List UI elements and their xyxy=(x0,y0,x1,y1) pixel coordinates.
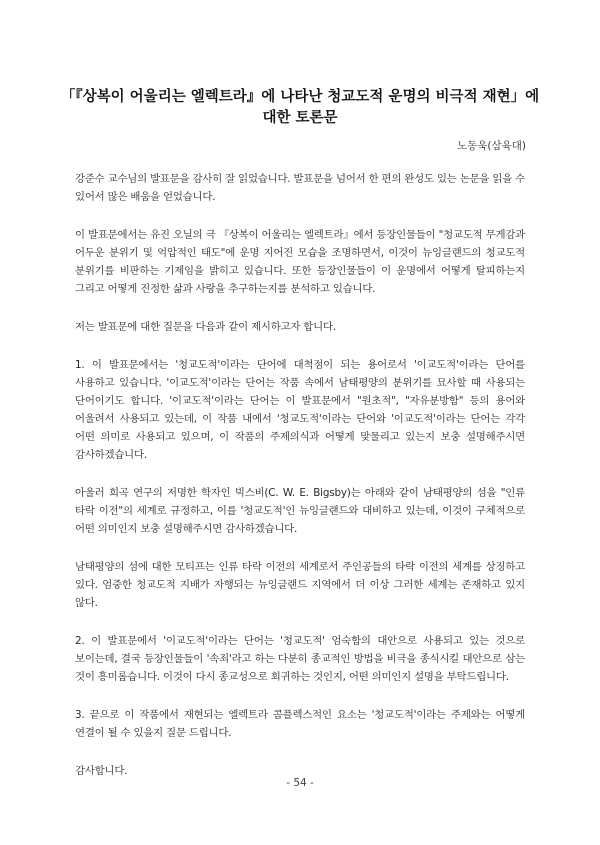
paragraph-question-3: 3. 끝으로 이 작품에서 재현되는 엘렉트라 콤플렉스적인 요소는 '청교도적'이라는 주제와는 어떻게 연결이 될 수 있을지 질문 드립니다. xyxy=(75,709,525,739)
document-title: 「『상복이 어울리는 엘렉트라』에 나타난 청교도적 운명의 비극적 재현」에 대한 토론문 xyxy=(60,88,540,126)
author-affiliation: 노동욱(삼육대) xyxy=(456,140,526,152)
paragraph-bigsby: 아울러 희곡 연구의 저명한 학자인 빅스비(C. W. E. Bigsby)는 아래와 같이 남태평양의 섬을 "인류 타락 이전"의 세계로 규정하고, 이를 '청교도적'인 뉴잉글랜드와 대비하고 있는데, 이것이 구체적으로 어떤 의미인지 보충 설명해주시면 감사하겠습니다. xyxy=(75,487,525,535)
paragraph-quote: 남태평양의 섬에 대한 모티프는 인류 타락 이전의 세계로서 주인공들의 타락 이전의 세계를 상징하고 있다. 엄중한 청교도적 지배가 자행되는 뉴잉글랜드 지역에서 더 이상 그러한 세계는 존재하고 있지 않다. xyxy=(75,561,525,609)
paragraph-summary: 이 발표문에서는 유진 오닐의 극 『상복이 어울리는 엘렉트라』에서 등장인물들이 "청교도적 무게감과 어두운 분위기 및 억압적인 태도"에 운명 지어진 모습을 조명하면서, 이것이 뉴잉글랜드의 청교도적 분위기를 비판하는 기제임을 밝히고 있습니다. 또한 등장인물들이 이 운명에서 어떻게 탈피하는지 그리고 어떻게 진정한 삶과 사랑을 추구하는지를 분석하고 있습니다. xyxy=(75,229,525,295)
paragraph-question-2: 2. 이 발표문에서 '이교도적'이라는 단어는 '청교도적' 엄숙함의 대안으로 사용되고 있는 것으로 보이는데, 결국 등장인물들이 '속죄'라고 하는 다분히 종교적인 방법을 비극을 종식시킬 대안으로 삼는 것이 흥미롭습니다. 이것이 다시 종교성으로 회귀하는 것인지, 어떤 의미인지 설명을 부탁드립니다. xyxy=(75,635,525,683)
document-body xyxy=(75,170,525,800)
page-number: - 54 - xyxy=(286,777,314,789)
paragraph-question-1: 1. 이 발표문에서는 '청교도적'이라는 단어에 대척점이 되는 용어로서 '이교도적'이라는 단어를 사용하고 있습니다. '이교도적'이라는 단어는 작품 속에서 남태평양의 분위기를 묘사할 때 사용되는 단어이기도 합니다. '이교도적'이라는 단어는 이 발표문에서 "원초적", "자유분방함" 등의 용어와 어울려서 사용되고 있는데, 이 작품 내에서 '청교도적'이라는 단어와 '이교도적'이라는 단어는 각각 어떤 의미로 사용되고 있으며, 이 작품의 주제의식과 어떻게 맞물리고 있는지 보충 설명해주시면 감사하겠습니다. xyxy=(75,359,525,461)
paragraph-intro-questions: 저는 발표문에 대한 질문을 다음과 같이 제시하고자 합니다. xyxy=(75,321,336,333)
paragraph-greeting: 강준수 교수님의 발표문을 감사히 잘 읽었습니다. 발표문을 넘어서 한 편의 완성도 있는 논문을 읽을 수 있어서 많은 배움을 얻었습니다. xyxy=(75,173,525,203)
paragraph-closing: 감사합니다. xyxy=(75,765,128,777)
